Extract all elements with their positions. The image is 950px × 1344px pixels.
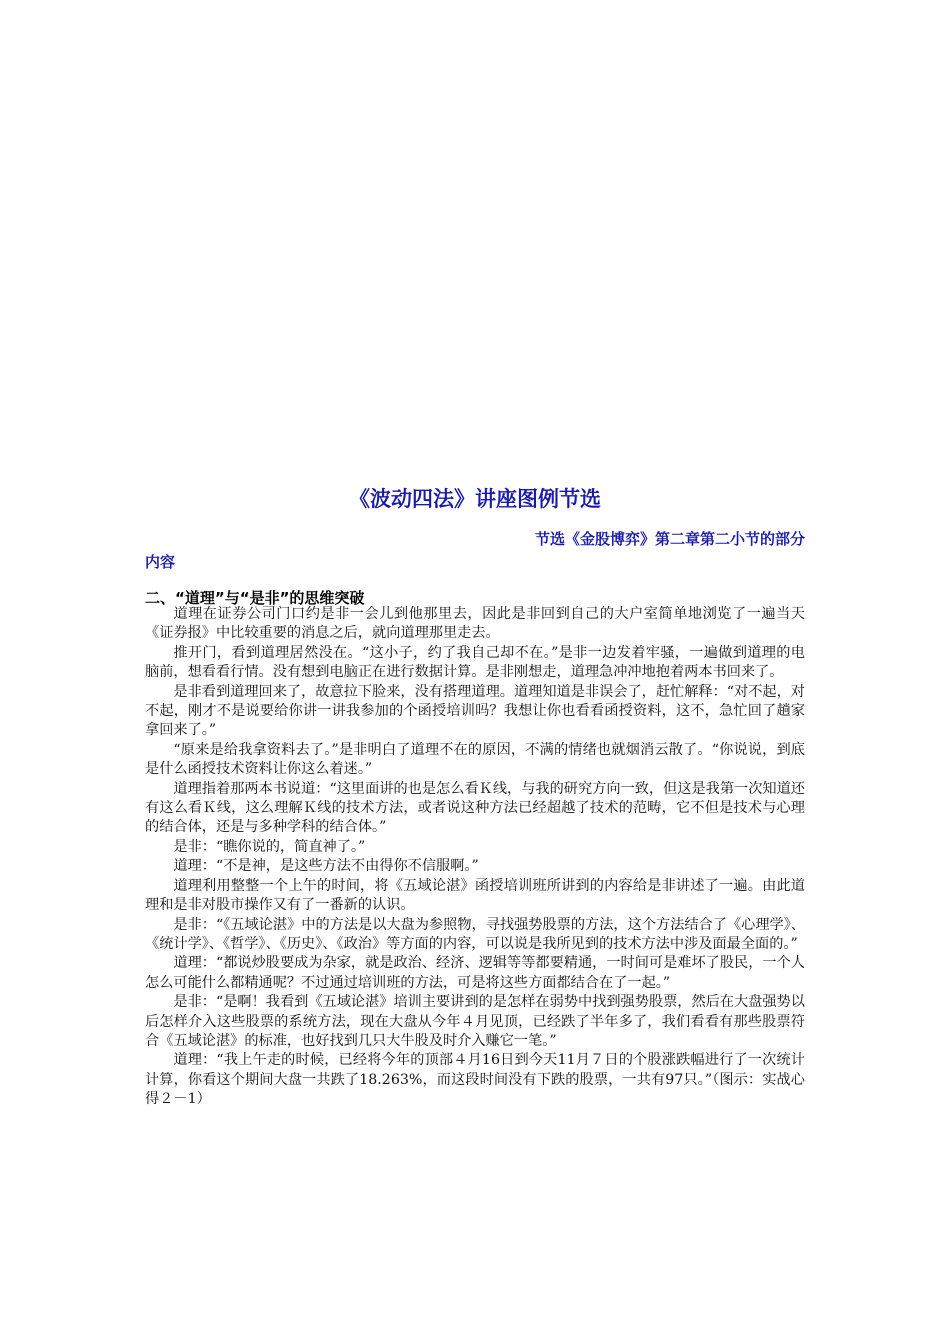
paragraph: 道理：“不是神，是这些方法不由得你不信服啊。”	[173, 858, 479, 875]
document-body	[145, 605, 805, 1110]
paragraph: 道理在证券公司门口约是非一会儿到他那里去，因此是非回到自己的大户室简单地浏览了一遍当天《证券报》中比较重要的消息之后，就向道理那里走去。	[145, 606, 805, 642]
paragraph: 是非：“瞧你说的，简直神了。”	[173, 838, 366, 855]
subtitle-line-1: 节选《金股博弈》第二章第二小节的部分	[534, 530, 805, 548]
paragraph: 道理：“我上午走的时候，已经将今年的顶部４月16日到今天11月７日的个股涨跌幅进行了一次统计计算，你看这个期间大盘一共跌了18.263%，而这段时间没有下跌的股票，一共有97只。”（图示：实战心得２－1）	[145, 1052, 805, 1108]
paragraph: 道理利用整整一个上午的时间，将《五域论湛》函授培训班所讲到的内容给是非讲述了一遍。由此道理和是非对股市操作又有了一番新的认识。	[145, 877, 805, 914]
paragraph: 是非看到道理回来了，故意拉下脸来，没有搭理道理。道理知道是非误会了，赶忙解释：“对不起，对不起，刚才不是说要给你讲一讲我参加的个函授培训吗？我想让你也看看函授资料，这不，急忙回了趟家拿回来了。”	[145, 683, 805, 739]
document-title: 《波动四法》讲座图例节选	[349, 487, 601, 511]
paragraph: 是非：“是啊！我看到《五域论湛》培训主要讲到的是怎样在弱势中找到强势股票，然后在大盘强势以后怎样介入这些股票的系统方法，现在大盘从今年４月见顶，已经跌了半年多了，我们看看有那些股票符合《五域论湛》的标准，也好找到几只大牛股及时介入赚它一笔。”	[145, 994, 805, 1049]
paragraph: “原来是给我拿资料去了。”是非明白了道理不在的原因，不满的情绪也就烟消云散了。“你说说，到底是什么函授技术资料让你这么着迷。”	[145, 741, 805, 778]
paragraph: 道理指着那两本书说道：“这里面讲的也是怎么看Ｋ线，与我的研究方向一致，但这是我第一次知道还有这么看Ｋ线，这么理解Ｋ线的技术方法，或者说这种方法已经超越了技术的范畴，它不但是技术与心理的结合体，还是与多种学科的结合体。”	[145, 780, 805, 836]
paragraph: 是非：“《五域论湛》中的方法是以大盘为参照物，寻找强势股票的方法，这个方法结合了《心理学》、《统计学》、《哲学》、《历史》、《政治》等方面的内容，可以说是我所见到的技术方法中涉及面最全面的。”	[145, 916, 805, 952]
subtitle-line-2: 内容	[145, 553, 176, 571]
paragraph: 推开门，看到道理居然没在。“这小子，约了我自己却不在。”是非一边发着牢骚，一遍做到道理的电脑前，想看看行情。没有想到电脑正在进行数据计算。是非刚想走，道理急冲冲地抱着两本书回来了。	[145, 644, 805, 681]
document-subtitle	[145, 528, 805, 574]
section-heading: 二、“道理”与“是非”的思维突破	[145, 589, 365, 607]
paragraph: 道理：“都说炒股要成为杂家，就是政治、经济、逻辑等等都要精通，一时间可是难坏了股民，一个人怎么可能什么都精通呢？不过通过培训班的方法，可是将这些方面都结合在了一起。”	[145, 955, 805, 991]
